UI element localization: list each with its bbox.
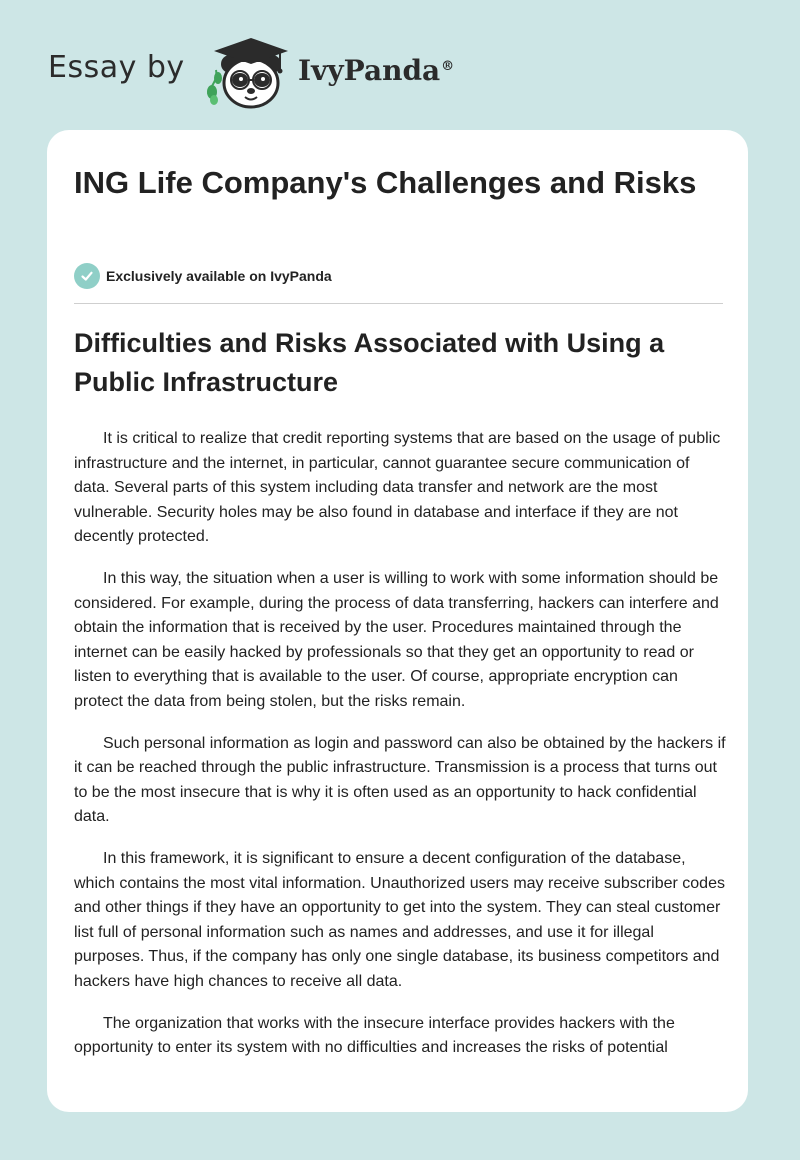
- panda-logo-icon: [204, 34, 290, 110]
- exclusive-label: Exclusively available on IvyPanda: [106, 268, 332, 284]
- paragraph: Such personal information as login and password can also be obtained by the hackers if it can be reached through the public infrastructure. Transmission is a process that turns out to be the most insecure that is why it is often used as an opportunity to hack confidential data.: [74, 734, 726, 825]
- essay-card: [47, 130, 748, 1112]
- essay-by-label: Essay by: [48, 50, 185, 85]
- brand-wordmark: [298, 54, 454, 87]
- paragraph: In this way, the situation when a user is willing to work with some information should be considered. For example, during the process of data transferring, hackers can interfere and obtain the information that is received by the user. Procedures maintained through the internet can be easily hacked by professionals so that they get an opportunity to read or listen to everything that is available to the user. Of course, appropriate encryption can protect the data from being stolen, but the risks remain.: [74, 570, 719, 710]
- site-header: [48, 34, 508, 110]
- section-heading: Difficulties and Risks Associated with Using a Public Infrastructure: [74, 328, 665, 397]
- article-body: [74, 427, 726, 1078]
- exclusive-badge: [74, 263, 332, 289]
- check-circle-icon: [74, 263, 100, 289]
- paragraph: It is critical to realize that credit reporting systems that are based on the usage of public infrastructure and the internet, in particular, cannot guarantee secure communication of data. Several parts of this system including data transfer and network are the most vulnerable. Security holes may be also found in database and interface if they are not decently protected.: [74, 430, 721, 545]
- divider: [74, 303, 723, 304]
- brand-name: IvyPanda: [298, 54, 441, 87]
- registered-mark: ®: [441, 58, 455, 74]
- paragraph: In this framework, it is significant to ensure a decent configuration of the database, which contains the most vital information. Unauthorized users may receive subscriber codes and other things if they have an opportunity to get into the system. They can steal customer list full of personal information such as names and addresses, and use it for illegal purposes. Thus, if the company has only one single database, its business competitors and hackers have high chances to receive all data.: [74, 850, 725, 990]
- paragraph: The organization that works with the insecure interface provides hackers with the opportunity to enter its system with no difficulties and increases the risks of potential: [74, 1014, 675, 1056]
- page-title: ING Life Company's Challenges and Risks: [74, 165, 697, 200]
